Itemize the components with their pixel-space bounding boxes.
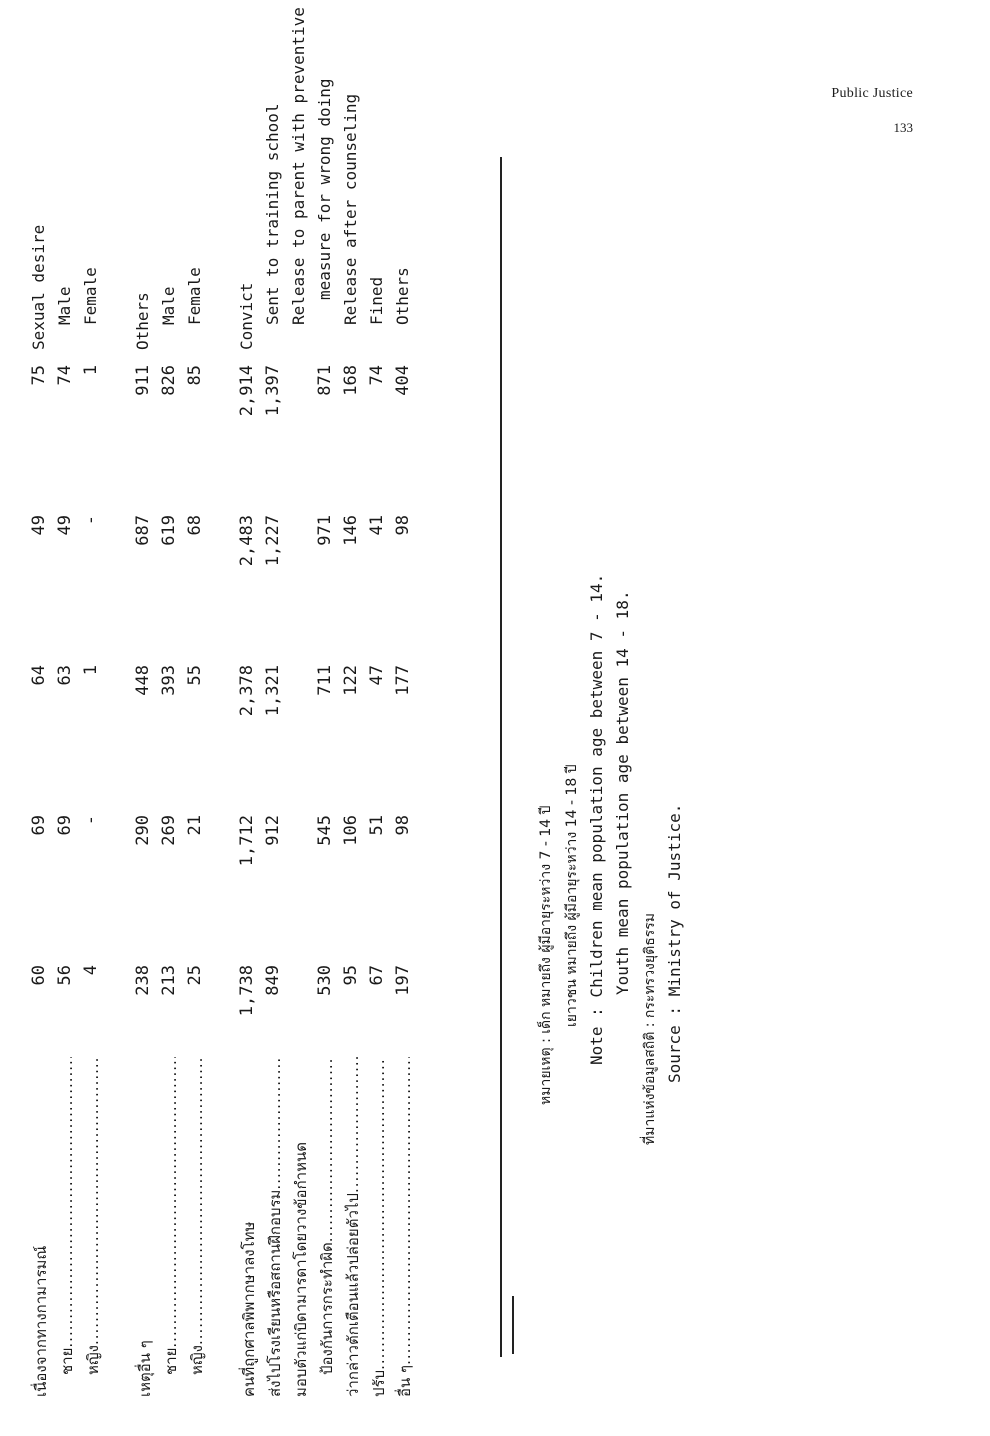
table-cell: 56	[55, 965, 75, 986]
notes-block	[535, 505, 705, 1145]
table-cell: 711	[315, 665, 335, 696]
row-label-text: ป้องกันการกระทำผิด	[318, 1242, 336, 1375]
table-cell: 1,738	[237, 965, 257, 1017]
row-label-text: หญิง	[188, 1345, 206, 1375]
row-label-thai	[133, 1057, 157, 1397]
table-cell: 98	[393, 815, 413, 836]
table-cell: 2,483	[237, 515, 257, 567]
table-cell: 69	[55, 815, 75, 836]
row-label-thai	[159, 1057, 183, 1397]
row-label-text: เหตุอื่น ๆ	[136, 1340, 154, 1397]
thai-note-line1: เด็ก หมายถึง ผู้มีอายุระหว่าง 7 - 14 ปี	[538, 805, 554, 1034]
table-cell: 85	[185, 365, 205, 386]
row-label-text: คนที่ถูกศาลพิพากษาลงโทษ	[240, 1221, 258, 1397]
row-label-text: ส่งไปโรงเรียนหรือสถานฝึกอบรม	[266, 1189, 284, 1397]
row-label-english: Release after counseling	[341, 93, 360, 325]
table-cell: 74	[55, 365, 75, 386]
row-label-thai	[289, 1057, 313, 1397]
table-row	[237, 115, 261, 1415]
table-cell: 49	[55, 515, 75, 536]
table-cell: 51	[367, 815, 387, 836]
table-cell: 4	[81, 965, 101, 976]
thai-source-label: ที่มาแห่งข้อมูลสถิติ :	[642, 1022, 658, 1145]
row-label-thai	[29, 1057, 53, 1397]
table-row	[159, 115, 183, 1415]
table-cell: 197	[393, 965, 413, 996]
table-cell: 74	[367, 365, 387, 386]
table-cell: 404	[393, 365, 413, 396]
table-cell: 619	[159, 515, 179, 546]
table-cell: 448	[133, 665, 153, 696]
row-label-text: ปรับ	[370, 1369, 388, 1397]
row-label-english: Male	[55, 286, 74, 325]
table-cell: 98	[393, 515, 413, 536]
row-label-english: Fined	[367, 276, 386, 325]
row-label-thai	[341, 1057, 365, 1397]
table-cell: 849	[263, 965, 283, 996]
table-cell: 1,227	[263, 515, 283, 567]
table-cell: 687	[133, 515, 153, 546]
table-cell: 269	[159, 815, 179, 846]
row-label-english: Others	[133, 292, 152, 350]
table-row	[55, 115, 79, 1415]
table-cell: 393	[159, 665, 179, 696]
table-cell: 21	[185, 815, 205, 836]
row-label-thai	[393, 1057, 417, 1397]
page-number: 133	[893, 120, 913, 135]
row-label-english: Female	[81, 267, 100, 325]
table-cell: 60	[29, 965, 49, 986]
table-cell: 871	[315, 365, 335, 396]
row-label-english: Release to parent with preventive	[289, 7, 308, 325]
table-cell: 2,914	[237, 365, 257, 417]
table-cell: 530	[315, 965, 335, 996]
table-top-rule	[500, 157, 502, 1357]
table-row	[263, 103, 287, 1415]
table-cell: -	[81, 515, 101, 526]
table-cell: 168	[341, 365, 361, 396]
table-row	[289, 7, 313, 1415]
table-cell: 1	[81, 365, 101, 376]
note-line2: Youth mean population age between 14 - 18.	[613, 590, 632, 995]
table-row	[315, 78, 339, 1415]
table-cell: 69	[29, 815, 49, 836]
row-label-text: หญิง	[84, 1345, 102, 1375]
table-row	[393, 115, 417, 1415]
table-cell: 1,712	[237, 815, 257, 867]
table-cell: 122	[341, 665, 361, 696]
table-cell: 826	[159, 365, 179, 396]
table-cell: 213	[159, 965, 179, 996]
row-label-thai	[315, 1057, 339, 1397]
table-row	[367, 115, 391, 1415]
table-cell: 106	[341, 815, 361, 846]
table-cell: 2,378	[237, 665, 257, 717]
row-label-text: มอบตัวแก่บิดามารดาโดยวางข้อกำหนด	[292, 1142, 310, 1397]
row-label-text: ว่ากล่าวตักเตือนแล้วปล่อยตัวไป	[344, 1193, 362, 1397]
row-label-text: อื่น ๆ	[396, 1364, 414, 1397]
row-label-english: Others	[393, 267, 412, 325]
table-cell: 95	[341, 965, 361, 986]
table-cell: 545	[315, 815, 335, 846]
row-label-thai	[237, 1057, 261, 1397]
table-cell: 1,397	[263, 365, 283, 417]
table-cell: 25	[185, 965, 205, 986]
thai-note-line2: เยาวชน หมายถึง ผู้มีอายุระหว่าง 14 - 18 ปี	[564, 764, 580, 1027]
table-cell: 68	[185, 515, 205, 536]
table-cell: 146	[341, 515, 361, 546]
table-cell: 912	[263, 815, 283, 846]
table-cell: 1	[81, 665, 101, 676]
table-cell: 63	[55, 665, 75, 686]
row-label-thai	[367, 1057, 391, 1397]
row-label-text: ชาย	[162, 1347, 180, 1375]
table-row	[81, 115, 105, 1415]
row-label-english: Sexual desire	[29, 224, 48, 350]
table-cell: 67	[367, 965, 387, 986]
table-row	[133, 115, 157, 1415]
source-label: Source :	[665, 1005, 684, 1083]
table-cell: 64	[29, 665, 49, 686]
table-row	[341, 93, 365, 1415]
table-cell: 971	[315, 515, 335, 546]
note-line1: Children mean population age between 7 - 14.	[587, 573, 606, 998]
row-label-english: Female	[185, 267, 204, 325]
source-text: Ministry of Justice.	[665, 803, 684, 997]
note-label: Note :	[587, 1007, 606, 1065]
running-header-title: Public Justice	[831, 86, 913, 101]
row-label-english: Male	[159, 286, 178, 325]
row-label-text: เนื่องจากทางกามารมณ์	[32, 1245, 50, 1397]
table-cell: -	[81, 815, 101, 826]
thai-note-label: หมายเหตุ :	[538, 1038, 554, 1105]
row-label-thai	[263, 1057, 287, 1397]
table-row	[185, 115, 209, 1415]
table-cell: 238	[133, 965, 153, 996]
table-cell: 911	[133, 365, 153, 396]
table-cell: 49	[29, 515, 49, 536]
table-cell: 75	[29, 365, 49, 386]
table-cell: 1,321	[263, 665, 283, 717]
row-label-english: measure for wrong doing	[315, 78, 334, 300]
row-label-text: ชาย	[58, 1347, 76, 1375]
table-cell: 47	[367, 665, 387, 686]
table-bottom-rule	[512, 1296, 514, 1354]
rotated-statistics-table	[15, 7, 415, 1415]
table-row	[29, 115, 53, 1415]
thai-source: กระทรวงยุติธรรม	[642, 912, 658, 1019]
row-label-thai	[81, 1057, 105, 1397]
row-label-english: Convict	[237, 282, 256, 350]
table-cell: 177	[393, 665, 413, 696]
row-label-thai	[185, 1057, 209, 1397]
row-label-english: Sent to training school	[263, 103, 282, 325]
row-label-thai	[55, 1057, 79, 1397]
table-cell: 290	[133, 815, 153, 846]
table-cell: 55	[185, 665, 205, 686]
table-cell: 41	[367, 515, 387, 536]
